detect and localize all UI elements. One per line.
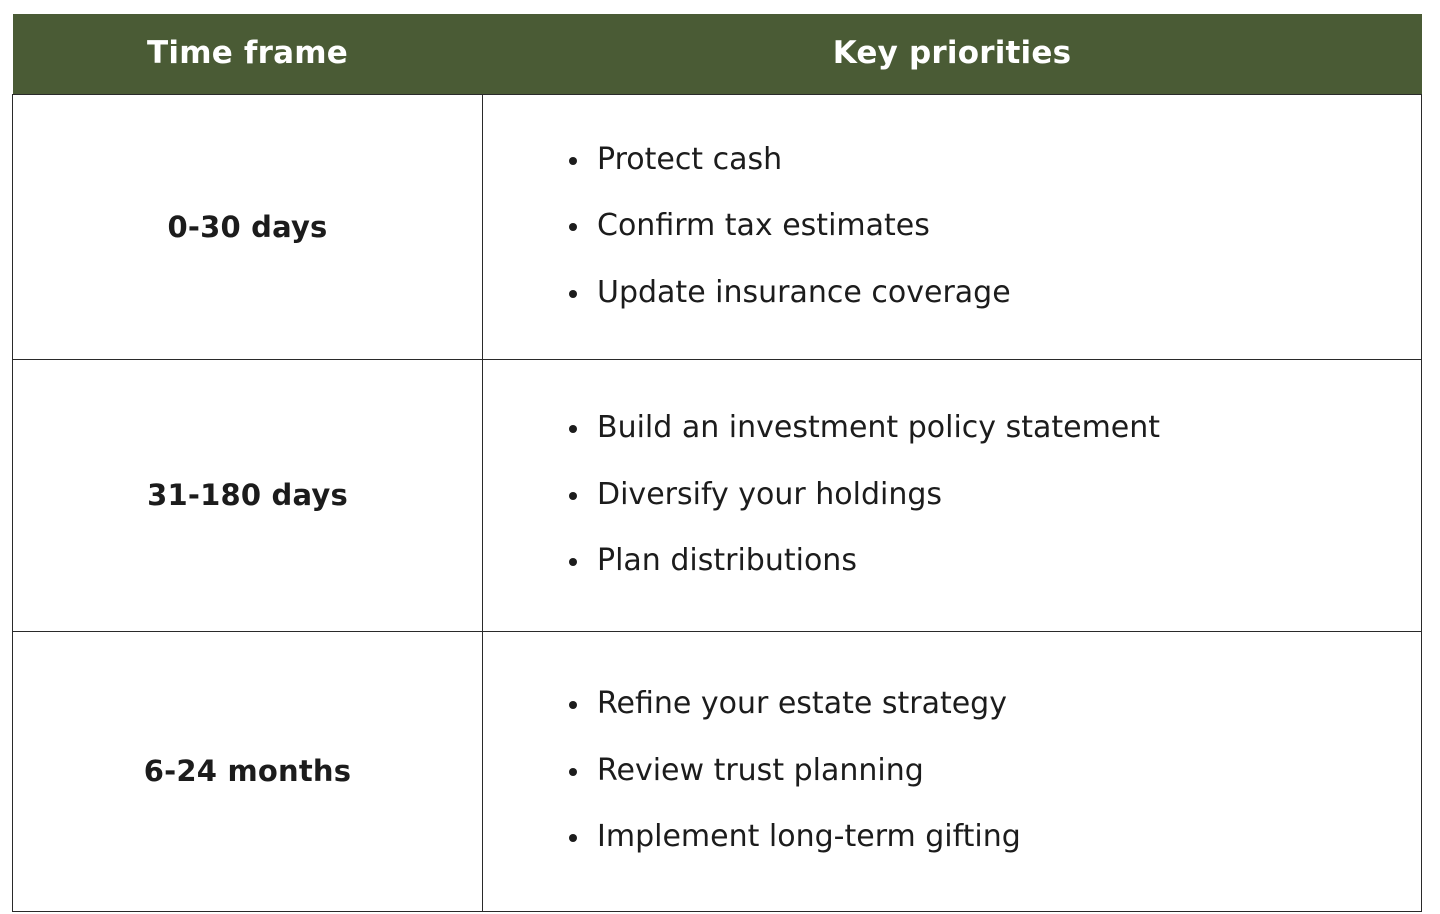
priority-list (563, 410, 1401, 580)
list-item: Build an investment policy statement (563, 410, 1401, 447)
cell-key-priorities (483, 631, 1422, 911)
table-row (13, 631, 1422, 911)
priority-list (563, 686, 1401, 856)
list-item: Implement long-term gifting (563, 819, 1401, 856)
list-item: Diversify your holdings (563, 477, 1401, 514)
cell-key-priorities (483, 94, 1422, 359)
cell-key-priorities (483, 359, 1422, 631)
list-item: Confirm tax estimates (563, 208, 1401, 245)
priority-list (563, 142, 1401, 312)
list-item: Refine your estate strategy (563, 686, 1401, 723)
column-header-key-priorities: Key priorities (483, 14, 1422, 94)
cell-time-frame: 31-180 days (13, 359, 483, 631)
cell-time-frame: 6-24 months (13, 631, 483, 911)
list-item: Update insurance coverage (563, 275, 1401, 312)
column-header-time-frame: Time frame (13, 14, 483, 94)
table-row (13, 359, 1422, 631)
list-item: Review trust planning (563, 753, 1401, 790)
list-item: Plan distributions (563, 543, 1401, 580)
cell-time-frame: 0-30 days (13, 94, 483, 359)
table-header (13, 14, 1422, 94)
list-item: Protect cash (563, 142, 1401, 179)
table-body (13, 94, 1422, 911)
table-header-row (13, 14, 1422, 94)
table-row (13, 94, 1422, 359)
priorities-table (12, 14, 1422, 912)
